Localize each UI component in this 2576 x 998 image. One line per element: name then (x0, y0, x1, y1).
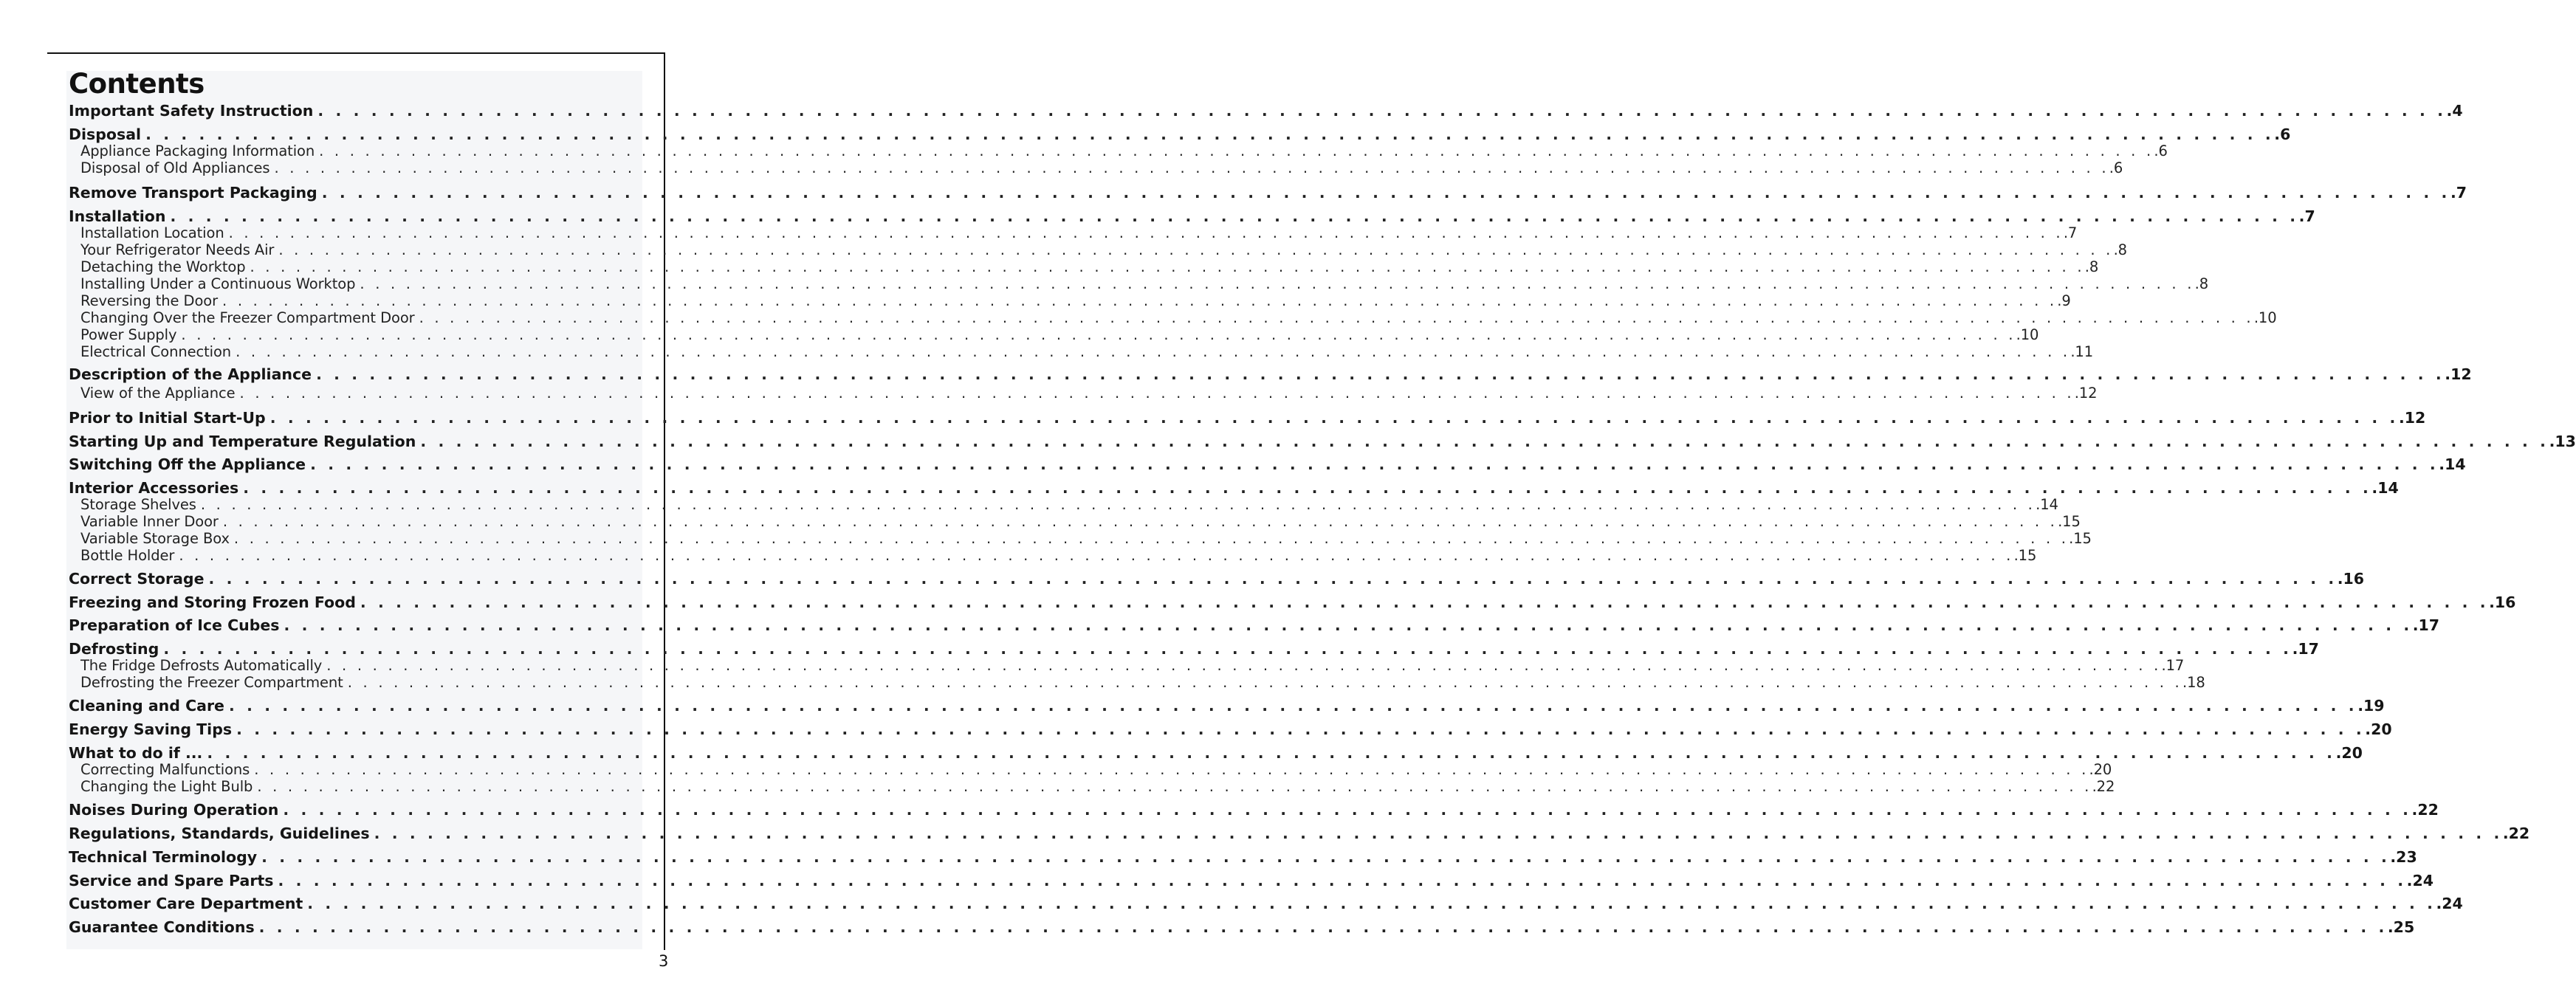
toc-entry-label: Variable Inner Door (80, 513, 219, 530)
toc-subentry (80, 142, 2168, 160)
dot-leader: . . . . . . . . . . . . . . . . . . . . . . . . . . . . . . . . . . . . . . . . . . . . . . . . . . . . . . . . . . . . . . . . . . . . . . . . . . . . . . . . . . . . . . . . . . . . . . . . . . . . . . . . . . . . . . . . . . . . . . . . (283, 801, 2412, 819)
toc-entry-label: Variable Storage Box (80, 530, 230, 547)
toc-entry-label: Disposal of Old Appliances (80, 159, 270, 176)
dot-leader: . . . . . . . . . . . . . . . . . . . . . . . . . . . . . . . . . . . . . . . . . . . . . . . . . . . . . . . . . . . . . . . . . . . . . . . . . . . . . . . . . . . . . . . . . . . . . . . . . . . . . . . . . . . . . . . . . . . . . . . . (254, 761, 2089, 778)
toc-entry-page: .12 (2398, 409, 2426, 427)
toc-entry (69, 615, 2440, 636)
toc-subentry (80, 385, 2098, 402)
toc-entry-page: .8 (2194, 275, 2209, 292)
toc-entry (69, 206, 2315, 227)
dot-leader: . . . . . . . . . . . . . . . . . . . . . . . . . . . . . . . . . . . . . . . . . . . . . . . . . . . . . . . . . . . . . . . . . . . . . . . . . . . . . . . . . . . . . . . . . . . . . . . . . . . . . . . . . . . . . . . . . . . . . . . . (316, 365, 2445, 383)
page-title: Contents (69, 68, 205, 100)
toc-entry-label: Installing Under a Continuous Worktop (80, 275, 356, 292)
dot-leader: . . . . . . . . . . . . . . . . . . . . . . . . . . . . . . . . . . . . . . . . . . . . . . . . . . . . . . . . . . . . . . . . . . . . . . . . . . . . . . . . . . . . . . . . . . . . . . . . . . . . . . . . . . . . . . . . . . . . . . . . (228, 224, 2064, 241)
dot-leader: . . . . . . . . . . . . . . . . . . . . . . . . . . . . . . . . . . . . . . . . . . . . . . . . . . . . . . . . . . . . . . . . . . . . . . . . . . . . . . . . . . . . . . . . . . . . . . . . . . . . . . . . . . . . . . . . . . . . . . . . (222, 513, 2058, 530)
toc-entry-label: Defrosting (69, 640, 159, 658)
toc-entry-label: Noises During Operation (69, 801, 279, 819)
toc-entry (69, 743, 2363, 763)
toc-entry-label: Technical Terminology (69, 848, 258, 866)
toc-entry-label: Description of the Appliance (69, 365, 312, 383)
toc-subentry (80, 241, 2127, 259)
toc-entry-page: .10 (2253, 309, 2277, 326)
dot-leader: . . . . . . . . . . . . . . . . . . . . . . . . . . . . . . . . . . . . . . . . . . . . . . . . . . . . . . . . . . . . . . . . . . . . . . . . . . . . . . . . . . . . . . . . . . . . . . . . . . . . . . . . . . . . . . . . . . . . . . . . (258, 918, 2388, 936)
toc-entry-label: Prior to Initial Start-Up (69, 409, 266, 427)
dot-leader: . . . . . . . . . . . . . . . . . . . . . . . . . . . . . . . . . . . . . . . . . . . . . . . . . . . . . . . . . . . . . . . . . . . . . . . . . . . . . . . . . . . . . . . . . . . . . . . . . . . . . . . . . . . . . . . . . . . . . . . . (145, 125, 2275, 143)
toc-subentry (80, 258, 2099, 276)
toc-entry-page: .22 (2502, 825, 2530, 842)
toc-entry-page: .24 (2406, 872, 2434, 889)
dot-leader: . . . . . . . . . . . . . . . . . . . . . . . . . . . . . . . . . . . . . . . . . . . . . . . . . . . . . . . . . . . . . . . . . . . . . . . . . . . . . . . . . . . . . . . . . . . . . . . . . . . . . . . . . . . . . . . . . . . . . . . . (374, 825, 2503, 842)
toc-subentry (80, 530, 2092, 548)
toc-entry-label: Regulations, Standards, Guidelines (69, 825, 370, 842)
toc-subentry (80, 496, 2058, 514)
toc-entry-page: .19 (2357, 697, 2385, 715)
toc-entry-page: .4 (2446, 102, 2463, 120)
toc-entry-label: Correcting Malfunctions (80, 761, 250, 778)
toc-entry-page: .17 (2161, 657, 2185, 674)
toc-entry (69, 799, 2439, 820)
toc-entry-page: .20 (2365, 720, 2392, 738)
page-number: 3 (659, 952, 669, 970)
toc-entry-label: Remove Transport Packaging (69, 184, 317, 202)
dot-leader: . . . . . . . . . . . . . . . . . . . . . . . . . . . . . . . . . . . . . . . . . . . . . . . . . . . . . . . . . . . . . . . . . . . . . . . . . . . . . . . . . . . . . . . . . . . . . . . . . . . . . . . . . . . . . . . . . . . . . . . . (239, 385, 2075, 402)
toc-entry-page: .17 (2292, 640, 2319, 658)
toc-entry-label: Starting Up and Temperature Regulation (69, 433, 416, 450)
toc-entry (69, 847, 2417, 867)
toc-entry-label: Preparation of Ice Cubes (69, 616, 280, 634)
dot-leader: . . . . . . . . . . . . . . . . . . . . . . . . . . . . . . . . . . . . . . . . . . . . . . . . . . . . . . . . . . . . . . . . . . . . . . . . . . . . . . . . . . . . . . . . . . . . . . . . . . . . . . . . . . . . . . . . . . . . . . . . (179, 547, 2014, 564)
toc-entry-label: Guarantee Conditions (69, 918, 255, 936)
toc-entry-page: .13 (2549, 433, 2576, 450)
dot-leader: . . . . . . . . . . . . . . . . . . . . . . . . . . . . . . . . . . . . . . . . . . . . . . . . . . . . . . . . . . . . . . . . . . . . . . . . . . . . . . . . . . . . . . . . . . . . . . . . . . . . . . . . . . . . . . . . . . . . . . . . (163, 640, 2292, 658)
toc-subentry (80, 159, 2123, 177)
toc-entry (69, 719, 2392, 740)
toc-subentry (80, 326, 2039, 344)
dot-leader: . . . . . . . . . . . . . . . . . . . . . . . . . . . . . . . . . . . . . . . . . . . . . . . . . . . . . . . . . . . . . . . . . . . . . . . . . . . . . . . . . . . . . . . . . . . . . . . . . . . . . . . . . . . . . . . . . . . . . . . . (307, 895, 2436, 912)
toc-subentry (80, 309, 2277, 327)
toc-entry-label: View of the Appliance (80, 385, 236, 402)
toc-entry-page: .15 (2058, 513, 2081, 530)
dot-leader: . . . . . . . . . . . . . . . . . . . . . . . . . . . . . . . . . . . . . . . . . . . . . . . . . . . . . . . . . . . . . . . . . . . . . . . . . . . . . . . . . . . . . . . . . . . . . . . . . . . . . . . . . . . . . . . . . . . . . . . . (208, 570, 2338, 588)
toc-entry-label: Storage Shelves (80, 496, 196, 513)
dot-leader: . . . . . . . . . . . . . . . . . . . . . . . . . . . . . . . . . . . . . . . . . . . . . . . . . . . . . . . . . . . . . . . . . . . . . . . . . . . . . . . . . . . . . . . . . . . . . . . . . . . . . . . . . . . . . . . . . . . . . . . . (222, 292, 2058, 309)
toc-entry-label: Changing the Light Bulb (80, 778, 253, 795)
dot-leader: . . . . . . . . . . . . . . . . . . . . . . . . . . . . . . . . . . . . . . . . . . . . . . . . . . . . . . . . . . . . . . . . . . . . . . . . . . . . . . . . . . . . . . . . . . . . . . . . . . . . . . . . . . . . . . . . . . . . . . . . (360, 593, 2490, 611)
dot-leader: . . . . . . . . . . . . . . . . . . . . . . . . . . . . . . . . . . . . . . . . . . . . . . . . . . . . . . . . . . . . . . . . . . . . . . . . . . . . . . . . . . . . . . . . . . . . . . . . . . . . . . . . . . . . . . . . . . . . . . . . (236, 720, 2366, 738)
toc-entry-page: .9 (2057, 292, 2071, 309)
toc-entry (69, 893, 2463, 914)
dot-leader: . . . . . . . . . . . . . . . . . . . . . . . . . . . . . . . . . . . . . . . . . . . . . . . . . . . . . . . . . . . . . . . . . . . . . . . . . . . . . . . . . . . . . . . . . . . . . . . . . . . . . . . . . . . . . . . . . . . . . . . . (250, 258, 2085, 275)
toc-subentry (80, 761, 2112, 779)
toc-subentry (80, 778, 2115, 796)
toc-entry-label: Cleaning and Care (69, 697, 224, 715)
dot-leader: . . . . . . . . . . . . . . . . . . . . . . . . . . . . . . . . . . . . . . . . . . . . . . . . . . . . . . . . . . . . . . . . . . . . . . . . . . . . . . . . . . . . . . . . . . . . . . . . . . . . . . . . . . . . . . . . . . . . . . . . (243, 479, 2372, 497)
toc-entry-label: Electrical Connection (80, 343, 232, 360)
toc-entry (69, 124, 2291, 145)
toc-entry-page: .12 (2445, 365, 2472, 383)
dot-leader: . . . . . . . . . . . . . . . . . . . . . . . . . . . . . . . . . . . . . . . . . . . . . . . . . . . . . . . . . . . . . . . . . . . . . . . . . . . . . . . . . . . . . . . . . . . . . . . . . . . . . . . . . . . . . . . . . . . . . . . . (207, 744, 2336, 762)
toc-entry-page: .17 (2412, 616, 2440, 634)
toc-entry-label: Appliance Packaging Information (80, 142, 315, 159)
toc-entry-page: .10 (2016, 326, 2039, 343)
dot-leader: . . . . . . . . . . . . . . . . . . . . . . . . . . . . . . . . . . . . . . . . . . . . . . . . . . . . . . . . . . . . . . . . . . . . . . . . . . . . . . . . . . . . . . . . . . . . . . . . . . . . . . . . . . . . . . . . . . . . . . . . (257, 778, 2092, 795)
dot-leader: . . . . . . . . . . . . . . . . . . . . . . . . . . . . . . . . . . . . . . . . . . . . . . . . . . . . . . . . . . . . . . . . . . . . . . . . . . . . . . . . . . . . . . . . . . . . . . . . . . . . . . . . . . . . . . . . . . . . . . . . (269, 409, 2399, 427)
toc-entry-page: .14 (2439, 455, 2466, 473)
toc-entry-page: .25 (2387, 918, 2415, 936)
dot-leader: . . . . . . . . . . . . . . . . . . . . . . . . . . . . . . . . . . . . . . . . . . . . . . . . . . . . . . . . . . . . . . . . . . . . . . . . . . . . . . . . . . . . . . . . . . . . . . . . . . . . . . . . . . . . . . . . . . . . . . . . (228, 697, 2358, 715)
toc-entry-page: .16 (2489, 593, 2516, 611)
dot-leader: . . . . . . . . . . . . . . . . . . . . . . . . . . . . . . . . . . . . . . . . . . . . . . . . . . . . . . . . . . . . . . . . . . . . . . . . . . . . . . . . . . . . . . . . . . . . . . . . . . . . . . . . . . . . . . . . . . . . . . . . (317, 102, 2447, 120)
toc-entry-label: The Fridge Defrosts Automatically (80, 657, 323, 674)
dot-leader: . . . . . . . . . . . . . . . . . . . . . . . . . . . . . . . . . . . . . . . . . . . . . . . . . . . . . . . . . . . . . . . . . . . . . . . . . . . . . . . . . . . . . . . . . . . . . . . . . . . . . . . . . . . . . . . . . . . . . . . . (419, 309, 2254, 326)
toc-entry-label: Customer Care Department (69, 895, 303, 912)
toc-subentry (80, 275, 2209, 293)
toc-entry-page: .24 (2436, 895, 2463, 912)
toc-entry-page: .6 (2109, 159, 2123, 176)
dot-leader: . . . . . . . . . . . . . . . . . . . . . . . . . . . . . . . . . . . . . . . . . . . . . . . . . . . . . . . . . . . . . . . . . . . . . . . . . . . . . . . . . . . . . . . . . . . . . . . . . . . . . . . . . . . . . . . . . . . . . . . . (233, 530, 2070, 547)
dot-leader: . . . . . . . . . . . . . . . . . . . . . . . . . . . . . . . . . . . . . . . . . . . . . . . . . . . . . . . . . . . . . . . . . . . . . . . . . . . . . . . . . . . . . . . . . . . . . . . . . . . . . . . . . . . . . . . . . . . . . . . . (284, 616, 2413, 634)
toc-entry (69, 364, 2472, 385)
toc-entry-label: Freezing and Storing Frozen Food (69, 593, 356, 611)
toc-entry (69, 182, 2467, 203)
toc-entry (69, 870, 2434, 891)
dot-leader: . . . . . . . . . . . . . . . . . . . . . . . . . . . . . . . . . . . . . . . . . . . . . . . . . . . . . . . . . . . . . . . . . . . . . . . . . . . . . . . . . . . . . . . . . . . . . . . . . . . . . . . . . . . . . . . . . . . . . . . . (170, 207, 2299, 225)
toc-entry-label: Switching Off the Appliance (69, 455, 306, 473)
toc-subentry (80, 224, 2078, 242)
toc-entry-page: .18 (2182, 674, 2205, 691)
toc-entry-page: .7 (2063, 224, 2078, 241)
toc-entry-page: .23 (2390, 848, 2417, 866)
dot-leader: . . . . . . . . . . . . . . . . . . . . . . . . . . . . . . . . . . . . . . . . . . . . . . . . . . . . . . . . . . . . . . . . . . . . . . . . . . . . . . . . . . . . . . . . . . . . . . . . . . . . . . . . . . . . . . . . . . . . . . . . (261, 848, 2391, 866)
dot-leader: . . . . . . . . . . . . . . . . . . . . . . . . . . . . . . . . . . . . . . . . . . . . . . . . . . . . . . . . . . . . . . . . . . . . . . . . . . . . . . . . . . . . . . . . . . . . . . . . . . . . . . . . . . . . . . . . . . . . . . . . (319, 142, 2154, 159)
toc-entry (69, 100, 2463, 121)
dot-leader: . . . . . . . . . . . . . . . . . . . . . . . . . . . . . . . . . . . . . . . . . . . . . . . . . . . . . . . . . . . . . . . . . . . . . . . . . . . . . . . . . . . . . . . . . . . . . . . . . . . . . . . . . . . . . . . . . . . . . . . . (278, 241, 2114, 258)
toc-entry (69, 431, 2576, 452)
toc-entry-page: .20 (2089, 761, 2112, 778)
toc-entry-label: Important Safety Instruction (69, 102, 314, 120)
dot-leader: . . . . . . . . . . . . . . . . . . . . . . . . . . . . . . . . . . . . . . . . . . . . . . . . . . . . . . . . . . . . . . . . . . . . . . . . . . . . . . . . . . . . . . . . . . . . . . . . . . . . . . . . . . . . . . . . . . . . . . . . (326, 657, 2162, 674)
dot-leader: . . . . . . . . . . . . . . . . . . . . . . . . . . . . . . . . . . . . . . . . . . . . . . . . . . . . . . . . . . . . . . . . . . . . . . . . . . . . . . . . . . . . . . . . . . . . . . . . . . . . . . . . . . . . . . . . . . . . . . . . (347, 674, 2182, 691)
dot-leader: . . . . . . . . . . . . . . . . . . . . . . . . . . . . . . . . . . . . . . . . . . . . . . . . . . . . . . . . . . . . . . . . . . . . . . . . . . . . . . . . . . . . . . . . . . . . . . . . . . . . . . . . . . . . . . . . . . . . . . . . (310, 455, 2439, 473)
toc-entry-label: Power Supply (80, 326, 177, 343)
toc-entry-label: What to do if ... (69, 744, 203, 762)
toc-entry-page: .20 (2335, 744, 2363, 762)
toc-entry-page: .6 (2274, 125, 2291, 143)
toc-entry-label: Changing Over the Freezer Compartment Door (80, 309, 415, 326)
toc-entry-page: .15 (2069, 530, 2092, 547)
dot-leader: . . . . . . . . . . . . . . . . . . . . . . . . . . . . . . . . . . . . . . . . . . . . . . . . . . . . . . . . . . . . . . . . . . . . . . . . . . . . . . . . . . . . . . . . . . . . . . . . . . . . . . . . . . . . . . . . . . . . . . . . (321, 184, 2450, 202)
toc-entry (69, 454, 2466, 475)
toc-entry (69, 695, 2385, 716)
toc-entry-label: Defrosting the Freezer Compartment (80, 674, 343, 691)
toc-entry-label: Reversing the Door (80, 292, 219, 309)
toc-entry (69, 639, 2319, 659)
toc-entry-label: Interior Accessories (69, 479, 239, 497)
toc-subentry (80, 292, 2071, 310)
toc-subentry (80, 343, 2094, 361)
toc-entry-page: .7 (2298, 207, 2315, 225)
dot-leader: . . . . . . . . . . . . . . . . . . . . . . . . . . . . . . . . . . . . . . . . . . . . . . . . . . . . . . . . . . . . . . . . . . . . . . . . . . . . . . . . . . . . . . . . . . . . . . . . . . . . . . . . . . . . . . . . . . . . . . . . (360, 275, 2195, 292)
toc-entry (69, 478, 2399, 498)
toc-entry-page: .22 (2411, 801, 2439, 819)
toc-entry-page: .8 (2113, 241, 2127, 258)
toc-entry-page: .14 (2371, 479, 2399, 497)
toc-subentry (80, 674, 2205, 692)
toc-entry-label: Detaching the Worktop (80, 258, 246, 275)
toc-entry-label: Correct Storage (69, 570, 205, 588)
toc-subentry (80, 513, 2081, 531)
toc-entry (69, 568, 2365, 589)
toc-entry (69, 407, 2426, 428)
toc-entry-page: .7 (2450, 184, 2467, 202)
toc-entry-page: .15 (2013, 547, 2037, 564)
toc-entry-label: Installation Location (80, 224, 224, 241)
toc-entry (69, 823, 2530, 844)
dot-leader: . . . . . . . . . . . . . . . . . . . . . . . . . . . . . . . . . . . . . . . . . . . . . . . . . . . . . . . . . . . . . . . . . . . . . . . . . . . . . . . . . . . . . . . . . . . . . . . . . . . . . . . . . . . . . . . . . . . . . . . . (181, 326, 2016, 343)
toc-entry-page: .6 (2154, 142, 2168, 159)
toc-entry (69, 592, 2516, 613)
toc-entry-page: .11 (2070, 343, 2094, 360)
toc-subentry (80, 657, 2185, 675)
toc-entry-label: Disposal (69, 125, 142, 143)
toc-subentry (80, 547, 2037, 565)
dot-leader: . . . . . . . . . . . . . . . . . . . . . . . . . . . . . . . . . . . . . . . . . . . . . . . . . . . . . . . . . . . . . . . . . . . . . . . . . . . . . . . . . . . . . . . . . . . . . . . . . . . . . . . . . . . . . . . . . . . . . . . . (200, 496, 2036, 513)
toc-entry-label: Bottle Holder (80, 547, 175, 564)
toc-entry-label: Your Refrigerator Needs Air (80, 241, 275, 258)
toc-entry-label: Energy Saving Tips (69, 720, 233, 738)
toc-entry-page: .14 (2036, 496, 2058, 513)
dot-leader: . . . . . . . . . . . . . . . . . . . . . . . . . . . . . . . . . . . . . . . . . . . . . . . . . . . . . . . . . . . . . . . . . . . . . . . . . . . . . . . . . . . . . . . . . . . . . . . . . . . . . . . . . . . . . . . . . . . . . . . . (274, 159, 2109, 176)
top-rule (47, 52, 665, 54)
dot-leader: . . . . . . . . . . . . . . . . . . . . . . . . . . . . . . . . . . . . . . . . . . . . . . . . . . . . . . . . . . . . . . . . . . . . . . . . . . . . . . . . . . . . . . . . . . . . . . . . . . . . . . . . . . . . . . . . . . . . . . . . (420, 433, 2549, 450)
toc-entry-label: Service and Spare Parts (69, 872, 274, 889)
toc-entry-page: .16 (2337, 570, 2365, 588)
dot-leader: . . . . . . . . . . . . . . . . . . . . . . . . . . . . . . . . . . . . . . . . . . . . . . . . . . . . . . . . . . . . . . . . . . . . . . . . . . . . . . . . . . . . . . . . . . . . . . . . . . . . . . . . . . . . . . . . . . . . . . . . (236, 343, 2071, 360)
toc-entry-label: Installation (69, 207, 166, 225)
toc-entry-page: .12 (2074, 385, 2098, 402)
toc-entry-page: .8 (2084, 258, 2099, 275)
toc-entry-page: .22 (2092, 778, 2115, 795)
toc-entry (69, 917, 2415, 937)
dot-leader: . . . . . . . . . . . . . . . . . . . . . . . . . . . . . . . . . . . . . . . . . . . . . . . . . . . . . . . . . . . . . . . . . . . . . . . . . . . . . . . . . . . . . . . . . . . . . . . . . . . . . . . . . . . . . . . . . . . . . . . . (278, 872, 2407, 889)
